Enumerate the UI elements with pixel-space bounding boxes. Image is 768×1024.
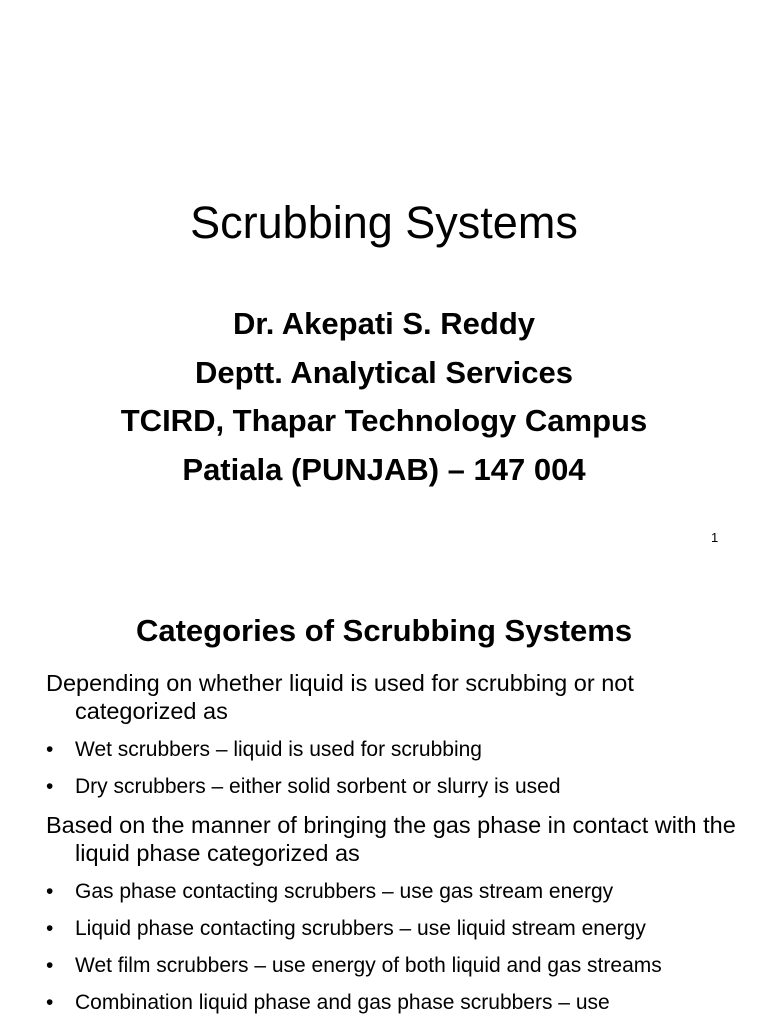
list-item	[46, 774, 736, 799]
list-item-text: Wet film scrubbers – use energy of both liquid and gas streams	[75, 954, 662, 977]
list-item-text: Combination liquid phase and gas phase scrubbers – use	[75, 991, 610, 1014]
author-department: Deptt. Analytical Services	[195, 354, 573, 390]
page-number: 1	[711, 530, 719, 545]
slide-1-title: Scrubbing Systems	[190, 197, 578, 248]
list-item	[46, 953, 736, 978]
list-item-text: Dry scrubbers – either solid sorbent or slurry is used	[75, 775, 561, 798]
list-item-text: Liquid phase contacting scrubbers – use liquid stream energy	[75, 917, 646, 940]
list-item-text: Gas phase contacting scrubbers – use gas stream energy	[75, 880, 614, 903]
author-block	[0, 300, 768, 494]
paragraph-liquid-use: Depending on whether liquid is used for scrubbing or not categorized as	[46, 670, 634, 724]
bullet-list-1	[46, 737, 736, 799]
list-item	[46, 737, 736, 762]
slide-2-body	[46, 669, 736, 1015]
list-item	[46, 916, 736, 941]
slide-2-title: Categories of Scrubbing Systems	[135, 613, 633, 648]
author-name: Dr. Akepati S. Reddy	[232, 306, 536, 341]
bullet-glyph: •	[46, 738, 54, 761]
bullet-glyph: •	[46, 880, 54, 903]
slide-2	[0, 570, 768, 1024]
list-item-text: Wet scrubbers – liquid is used for scrubbing	[75, 738, 482, 761]
bullet-glyph: •	[46, 991, 54, 1014]
paragraph-contact-manner: Based on the manner of bringing the gas phase in contact with the liquid phase categorized as	[46, 812, 736, 866]
bullet-glyph: •	[46, 775, 54, 798]
bullet-glyph: •	[46, 954, 54, 977]
bullet-glyph: •	[46, 917, 54, 940]
author-address: Patiala (PUNJAB) – 147 004	[182, 451, 586, 487]
list-item	[46, 879, 736, 904]
list-item	[46, 990, 736, 1015]
author-institution: TCIRD, Thapar Technology Campus	[120, 403, 648, 438]
bullet-list-2	[46, 879, 736, 1015]
